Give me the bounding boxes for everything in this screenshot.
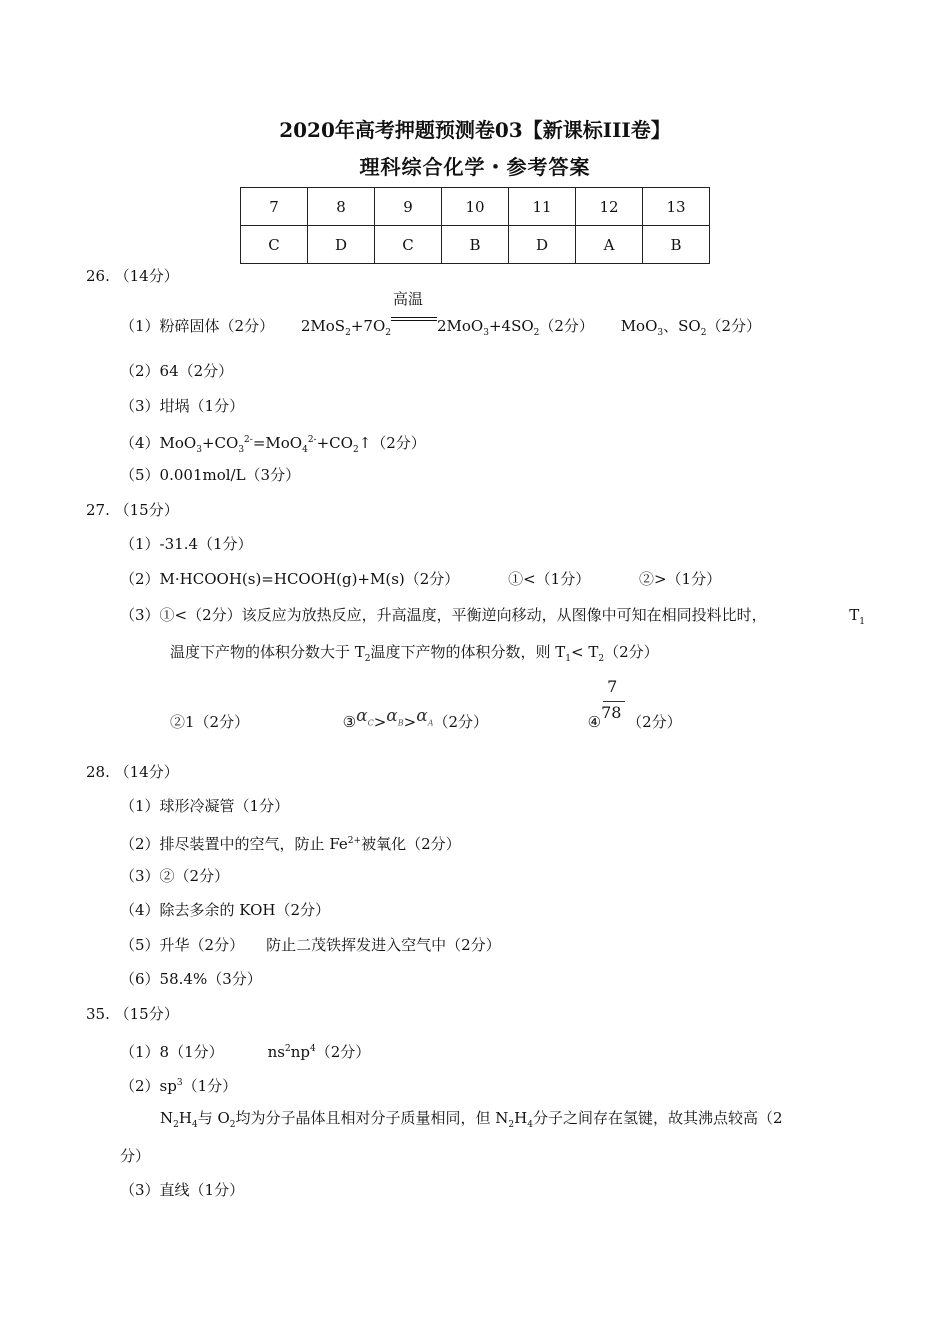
superscript: 3 xyxy=(176,1078,183,1088)
alpha-symbol xyxy=(386,706,403,726)
table-cell: 10 xyxy=(442,188,509,226)
subscript: 2 xyxy=(173,1120,179,1130)
answer-label: ④ xyxy=(587,713,602,731)
answer-row xyxy=(241,226,710,264)
eq-term: 温度下产物的体积分数，则 T xyxy=(370,643,566,661)
question-27-answer-3-line-1 xyxy=(120,605,865,625)
table-cell: 12 xyxy=(576,188,643,226)
question-27-answer-1: （1）-31.4（1分） xyxy=(120,535,253,553)
score: （2分） xyxy=(433,713,489,731)
subscript: 4 xyxy=(302,445,308,455)
score: （2分） xyxy=(315,1043,371,1061)
subscript: 2 xyxy=(345,328,351,338)
question-35-explanation-line-1 xyxy=(160,1108,865,1135)
eq-term: H xyxy=(514,1109,528,1127)
eq-term: 分子之间存在氢键，故其沸点较高（2 xyxy=(532,1109,783,1127)
answer-text: （2）M·HCOOH(s)=HCOOH(g)+M(s)（2分） xyxy=(120,570,460,588)
subscript: 2 xyxy=(508,1120,515,1130)
eq-term: （2）排尽装置中的空气，防止 Fe xyxy=(120,835,348,853)
subscript: 3 xyxy=(238,445,245,455)
question-35-heading: 35. （15分） xyxy=(86,1005,179,1023)
answer-text: ②1（2分） xyxy=(170,713,250,731)
eq-term: =MoO xyxy=(252,434,303,452)
eq-term: 温度下产物的体积分数大于 T xyxy=(170,643,365,661)
answer-text: （1）8（1分） xyxy=(120,1043,224,1061)
table-cell: 8 xyxy=(308,188,375,226)
question-27-answer-2 xyxy=(120,569,721,589)
question-26-answer-5: （5）0.001mol/L（3分） xyxy=(120,466,301,484)
question-35-explanation-line-2: 分） xyxy=(120,1147,151,1165)
score: （2分） xyxy=(627,713,682,731)
multiple-choice-answer-table xyxy=(240,187,710,264)
table-cell: B xyxy=(643,226,710,264)
eq-term: （4）MoO xyxy=(120,434,197,452)
question-number-row xyxy=(241,188,710,226)
eq-term: （2）sp xyxy=(120,1077,177,1095)
subscript: 2 xyxy=(700,328,707,338)
eq-term: T xyxy=(849,606,860,624)
superscript: 4 xyxy=(310,1044,316,1054)
eq-term: ↑（2分） xyxy=(358,434,426,452)
score: （2分） xyxy=(539,317,594,335)
eq-term: +7O xyxy=(350,317,386,335)
answer-text: （1）粉碎固体（2分） xyxy=(120,317,275,335)
subscript: 2 xyxy=(229,1120,236,1130)
eq-term: H xyxy=(178,1109,192,1127)
eq-term: 、SO xyxy=(663,317,701,335)
comparison-sign: > xyxy=(373,713,387,731)
table-cell: 13 xyxy=(643,188,710,226)
subscript: 3 xyxy=(657,328,664,338)
answer-text: （3）①<（2分）该反应为放热反应，升高温度，平衡逆向移动，从图像中可知在相同投料比时， xyxy=(120,606,767,624)
subscript: 3 xyxy=(483,328,489,338)
superscript: 2 xyxy=(285,1044,291,1054)
question-28-answer-3: （3）②（2分） xyxy=(120,867,230,885)
answer-text: ②>（1分） xyxy=(638,570,722,588)
subscript: 4 xyxy=(191,1120,198,1130)
subscript: 2 xyxy=(533,328,540,338)
eq-term: < T xyxy=(571,643,599,661)
subscript: 1 xyxy=(565,654,572,664)
reaction-condition-arrow xyxy=(391,290,437,331)
products xyxy=(620,317,761,338)
subscript: 3 xyxy=(196,445,202,455)
subscript: 2 xyxy=(364,654,371,664)
question-26-answer-4 xyxy=(120,430,426,460)
answer-text: ①<（1分） xyxy=(508,570,591,588)
score: （2分） xyxy=(706,317,761,335)
question-26-heading: 26. （14分） xyxy=(86,267,179,285)
alpha-symbol xyxy=(356,706,374,726)
table-cell: D xyxy=(308,226,375,264)
superscript: 2- xyxy=(244,435,253,445)
answer-text: 防止二茂铁挥发进入空气中（2分） xyxy=(266,936,501,954)
question-28-answer-2 xyxy=(120,831,461,854)
eq-term: 与 O xyxy=(197,1109,230,1127)
table-cell: C xyxy=(375,226,442,264)
eq-term: N xyxy=(160,1109,174,1127)
fraction xyxy=(601,677,627,727)
question-27-answer-3-line-2 xyxy=(170,642,659,669)
eq-term: np xyxy=(290,1043,310,1061)
eq-term: 2MoS xyxy=(300,317,346,335)
temperature-symbol xyxy=(849,605,865,632)
question-26-answer-2: （2）64（2分） xyxy=(120,362,234,380)
eq-term: +CO xyxy=(316,434,353,452)
greek-letter: α xyxy=(416,706,428,726)
eq-term: +CO xyxy=(201,434,239,452)
reaction-condition: 高温 xyxy=(392,290,423,308)
question-28-heading: 28. （14分） xyxy=(86,763,179,781)
question-28-answer-5 xyxy=(120,935,501,955)
table-cell: A xyxy=(576,226,643,264)
eq-term: （2分） xyxy=(604,643,659,661)
question-28-answer-4: （4）除去多余的 KOH（2分） xyxy=(120,901,331,919)
comparison-sign: > xyxy=(403,713,417,731)
answer-label: ③ xyxy=(342,713,357,731)
alpha-symbol xyxy=(416,706,433,726)
numerator: 7 xyxy=(607,677,618,696)
greek-letter: α xyxy=(356,706,368,726)
eq-term: +4SO xyxy=(488,317,534,335)
table-cell: 11 xyxy=(509,188,576,226)
question-27-heading: 27. （15分） xyxy=(86,501,179,519)
question-27-answer-3-line-3 xyxy=(170,677,682,739)
eq-term: 被氧化（2分） xyxy=(361,835,461,853)
table-cell: B xyxy=(442,226,509,264)
question-26-answer-1 xyxy=(120,290,761,343)
subscript: 2 xyxy=(352,445,359,455)
subscript: A xyxy=(427,718,434,728)
page-title: 2020年高考押题预测卷03【新课标III卷】 xyxy=(279,118,671,142)
superscript: 2+ xyxy=(347,836,362,846)
eq-term: MoO xyxy=(620,317,658,335)
greek-letter: α xyxy=(386,706,398,726)
question-28-answer-6: （6）58.4%（3分） xyxy=(120,970,262,988)
superscript: 2- xyxy=(307,435,317,445)
subscript: 2 xyxy=(385,328,391,338)
subscript: 2 xyxy=(598,654,605,664)
table-cell: D xyxy=(509,226,576,264)
subscript: 4 xyxy=(527,1120,533,1130)
answer-text: （5）升华（2分） xyxy=(120,936,245,954)
denominator: 78 xyxy=(601,703,622,722)
table-cell: 9 xyxy=(375,188,442,226)
table-cell: C xyxy=(241,226,308,264)
page-subtitle: 理科综合化学・参考答案 xyxy=(359,155,591,179)
question-35-answer-2 xyxy=(120,1073,237,1096)
subscript: C xyxy=(367,718,374,728)
question-35-answer-1 xyxy=(120,1039,370,1062)
table-cell: 7 xyxy=(241,188,308,226)
eq-term: ns xyxy=(267,1043,285,1061)
reaction-equation xyxy=(300,290,594,338)
subscript: B xyxy=(397,718,404,728)
eq-term: 2MoO xyxy=(436,317,484,335)
subscript: 1 xyxy=(859,617,865,627)
score: （1分） xyxy=(182,1077,238,1095)
question-26-answer-3: （3）坩埚（1分） xyxy=(120,397,245,415)
question-35-answer-3: （3）直线（1分） xyxy=(120,1181,245,1199)
eq-term: 均为分子晶体且相对分子质量相同，但 N xyxy=(235,1109,509,1127)
question-28-answer-1: （1）球形冷凝管（1分） xyxy=(120,797,290,815)
